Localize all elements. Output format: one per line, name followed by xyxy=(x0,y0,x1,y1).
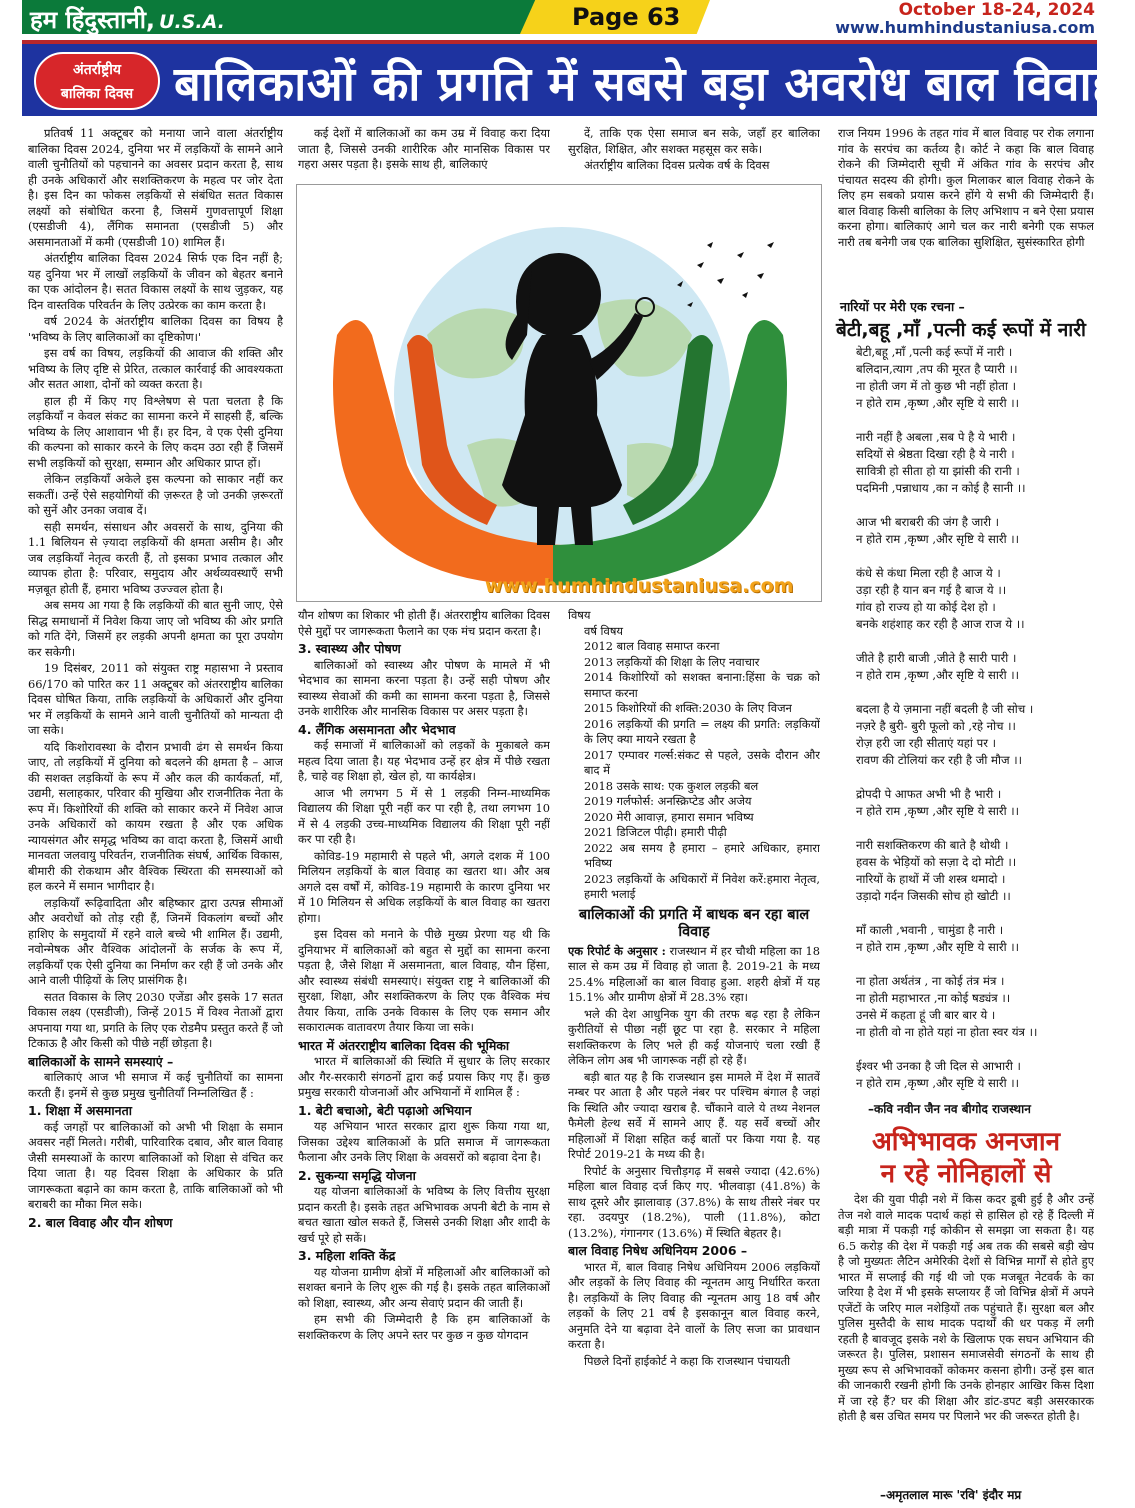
theme-row: 2018 उसके साथ: एक कुशल लड़की बल xyxy=(584,778,759,793)
poem-line: बनके शहंशाह कर रही है आज राज ये ।। xyxy=(856,617,1025,631)
poem-line: रावण की टोलियां कर रही है जी मौज ।। xyxy=(856,753,1023,767)
poem-line: सावित्री हो सीता हो या झांसी की रानी । xyxy=(856,464,1020,478)
poem-line: उनसे में कहता हूं जी बार बार ये । xyxy=(856,1008,996,1022)
poem-line: ईश्वर भी उनका है जी दिल से आभारी । xyxy=(856,1059,1021,1073)
poem-line: पदमिनी ,पन्नाधाय ,का न कोई है सानी ।। xyxy=(856,481,1026,495)
themes-header: वर्ष विषय xyxy=(584,623,624,638)
girl-child-illustration xyxy=(296,184,822,602)
newspaper-name: हम हिंदुस्तानी, U.S.A. xyxy=(30,6,225,34)
poem-line: न होते राम ,कृष्ण ,और सृष्टि ये सारी ।। xyxy=(856,396,1020,410)
poem-line: ना होता अर्थतंत्र , ना कोई तंत्र मंत्र । xyxy=(856,974,1005,988)
poem-author: –कवि नवीन जैन नव बीगोद राजस्थान xyxy=(868,1102,1031,1116)
section-heading: बाल विवाह निषेध अधिनियम 2006 – xyxy=(568,1243,748,1258)
article-column-2-top: कई देशों में बालिकाओं का कम उम्र में विवाह करा दिया जाता है, जिससे उनकी शारीरिक और मानसिक विकास पर गहरा असर पड़ता है। इसके साथ ही, बालिकाएं xyxy=(298,126,550,171)
theme-row: 2016 लड़कियों की प्रगति = लक्ष्य की प्रगति: लड़कियों के लिए क्या मायने रखता है xyxy=(584,716,820,746)
section-heading: 3. महिला शक्ति केंद्र xyxy=(298,1248,396,1263)
poem-stanza xyxy=(856,565,1096,633)
poem-stanza xyxy=(856,922,1096,956)
poem-line: नारियों के हाथों में जी शस्त्र थमादो । xyxy=(856,872,1006,886)
section-heading: भारत में अंतरराष्ट्रीय बालिका दिवस की भूमिका xyxy=(298,1037,510,1053)
poem-line: गांव हो राज्य हो या कोई देश हो । xyxy=(856,600,996,614)
poem-stanza xyxy=(856,786,1096,820)
section-heading: 2. सुकन्या समृद्धि योजना xyxy=(298,1167,416,1183)
section-heading: 2. बाल विवाह और यौन शोषण xyxy=(28,1214,173,1230)
poem-line: बलिदान,त्याग ,तप की मूरत है प्यारी ।। xyxy=(856,362,1018,376)
poem-stanza xyxy=(856,344,1096,412)
poem-line: ना होती महाभारत ,ना कोई षड्यंत्र ।। xyxy=(856,991,1011,1005)
theme-row: 2022 अब समय है हमारा – हमारे अधिकार, हमारा भविष्य xyxy=(584,840,820,870)
poem-line: कंधे से कंधा मिला रही है आज ये । xyxy=(856,566,1001,580)
issue-date: October 18-24, 2024 xyxy=(898,0,1095,20)
poem-line: आज भी बराबरी की जंग है जारी । xyxy=(856,515,1000,529)
illustration-watermark: www.humhindustaniusa.com xyxy=(485,575,794,597)
article2-author: –अमृतलाल मारू 'रवि' इंदौर मप्र xyxy=(880,1488,1022,1502)
article-column-2: यौन शोषण का शिकार भी होती हैं। अंतरराष्ट्रीय बालिका दिवस ऐसे मुद्दों पर जागरूकता फैलाने का एक मंच प्रदान करता है। 3. स्वास्थ्य और पोषण बालिकाओं को स्वास्थ्य और पोषण के मामले में भी भेदभाव का सामना करना पड़ता है। उन्हें सही पोषण और स्वास्थ्य सेवाओं की कमी का सामना करना पड़ता है, जिससे उनके शारीरिक और मानसिक विकास पर असर पड़ता है। 4. लैंगिक असमानता और भेदभाव कई समाजों में बालिकाओं को लड़कों के मुकाबले कम महत्व दिया जाता है। यह भेदभाव उन्हें हर क्षेत्र में पीछे रखता है, चाहे वह शिक्षा हो, खेल हो, या कार्यक्षेत्र। आज भी लगभग 5 में से 1 लड़की निम्न-माध्यमिक विद्यालय की शिक्षा पूरी नहीं कर पा रही है, तथा लगभग 10 में से 4 लड़की उच्च-माध्यमिक विद्यालय की शिक्षा पूरी नहीं कर पा रही है। कोविड-19 महामारी से पहले भी, अगले दशक में 100 मिलियन लड़कियों के बाल विवाह का खतरा था। और अब अगले दस वर्षों में, कोविड-19 महामारी के कारण दुनिया भर में 10 मिलियन से अधिक लड़कियों के बाल विवाह का खतरा होगा। इस दिवस को मनाने के पीछे मुख्य प्रेरणा यह थी कि दुनियाभर में बालिकाओं को बहुत से मुद्दों का सामना करना पड़ता है, जैसे शिक्षा में असमानता, बाल विवाह, यौन हिंसा, और स्वास्थ्य संबंधी समस्याएं। संयुक्त राष्ट्र ने बालिकाओं की सुरक्षा, शिक्षा, और सशक्तिकरण के लिए एक वैश्विक मंच तैयार किया, ताकि उनके विकास के लिए एक समान और सकारात्मक वातावरण तैयार किया जा सके। भारत में अंतरराष्ट्रीय बालिका दिवस की भूमिका भारत में बालिकाओं की स्थिति में सुधार के लिए सरकार और गैर-सरकारी संगठनों द्वारा कई प्रयास किए गए हैं। कुछ प्रमुख सरकारी योजनाओं और अभियानों में शामिल हैं : 1. बेटी बचाओ, बेटी पढ़ाओ अभियान यह अभियान भारत सरकार द्वारा शुरू किया गया था, जिसका उद्देश्य बालिकाओं के प्रति समाज में जागरूकता फैलाना और उनके लिए शिक्षा के अवसरों को बढ़ावा देना है। 2. सुकन्या समृद्धि योजना यह योजना बालिकाओं के भविष्य के लिए वित्तीय सुरक्षा प्रदान करती है। इसके तहत अभिभावक अपनी बेटी के नाम से बचत खाता खोल सकते हैं, जिससे उनकी शिक्षा और शादी के खर्च पूरे हो सकें। 3. महिला शक्ति केंद्र यह योजना ग्रामीण क्षेत्रों में महिलाओं और बालिकाओं को सशक्त बनाने के लिए शुरू की गई है। इसके तहत बालिकाओं को शिक्षा, स्वास्थ्य, और अन्य सेवाएं प्रदान की जाती हैं। हम सभी की जिम्मेदारी है कि हम बालिकाओं के सशक्तिकरण के लिए अपने स्तर पर कुछ न कुछ योगदान xyxy=(298,608,550,1342)
section-heading: 3. स्वास्थ्य और पोषण xyxy=(298,641,401,656)
poem-line: ना होती जग में तो कुछ भी नहीं होता । xyxy=(856,379,1016,393)
poem-line: न होते राम ,कृष्ण ,और सृष्टि ये सारी ।। xyxy=(856,1076,1020,1090)
poem-stanza xyxy=(856,650,1096,684)
article2-body: देश की युवा पीढ़ी नशे में किस कदर डूबी हुई है और उन्हें तेज नशे वाले मादक पदार्थ कहां से हासिल हो रहे हैं दिल्ली में बड़ी मात्रा में पकड़ी गई कोकीन से समझा जा सकता है। यह 6.5 करोड़ की देश में पकड़ी गई अब तक की सबसे बड़ी खेप है जो मुख्यतः लैटिन अमेरिकी देशों से विभिन्न मार्गों से होते हुए भारत में सप्लाई की गई थी जो एक मजबूत नेटवर्क के का जरिया है देश में भी इसके सप्लायर हैं जो विभिन्न क्षेत्रों में अपने एजेंटों के जरिए माल नशेड़ियों तक पहुंचाते हैं। सुरक्षा बल और पुलिस मुस्तैदी के साथ मादक पदार्थों की धर पकड़ में लगी रहती है बावजूद इसके नशे के खिलाफ एक सघन अभियान की जरूरत है। पुलिस, प्रशासन समाजसेवी संगठनों के साथ ही मुख्य रूप से अभिभावकों कोकमर कसना होगी। उन्हें इस बात की जानकारी रखनी होगी कि उनके होनहार आखिर किस दिशा में जा रहे हैं? घर की शिक्षा और डांट-डपट बड़ी असरकारक होती है बस उचित समय पर पिलाने भर की जरूरत होती है। xyxy=(838,1192,1094,1423)
poem-line: उड़ा रही है यान बन गई है बाज ये ।। xyxy=(856,583,1007,597)
poem-stanza xyxy=(856,973,1096,1041)
section-heading: 1. बेटी बचाओ, बेटी पढ़ाओ अभियान xyxy=(298,1102,472,1118)
poem-body xyxy=(856,344,1096,1109)
poem-line: न होते राम ,कृष्ण ,और सृष्टि ये सारी ।। xyxy=(856,532,1020,546)
poem-line: बेटी,बहू ,माँ ,पत्नी कई रूपों में नारी । xyxy=(856,345,1013,359)
page-number: Page 63 xyxy=(572,3,681,31)
poem-line: बदला है ये ज़माना नहीं बदली है जी सोच । xyxy=(856,702,1034,716)
article-column-3-top: दें, ताकि एक ऐसा समाज बन सके, जहाँ हर बालिका सुरक्षित, शिक्षित, और सशक्त महसूस कर सके। अंतर्राष्ट्रीय बालिका दिवस प्रत्येक वर्ष के दिवस xyxy=(568,126,820,172)
poem-line: सदियों से श्रेष्ठता दिखा रही है ये नारी । xyxy=(856,447,1015,461)
website-link[interactable]: www.humhindustaniusa.com xyxy=(835,18,1095,37)
theme-row: 2013 लड़कियों की शिक्षा के लिए नवाचार xyxy=(584,654,760,669)
poem-line: नारी सशक्तिकरण की बाते है थोथी । xyxy=(856,838,1009,852)
poem-intro: नारियों पर मेरी एक रचना – xyxy=(840,299,965,314)
article-column-4: राज नियम 1996 के तहत गांव में बाल विवाह पर रोक लगाना गांव के सरपंच का कर्तव्य है। कोर्ट ने कहा कि बाल विवाह रोकने की जिम्मेदारी सूची में अंकित गांव के सरपंच और पंचायत सदस्य की होगी। कुल मिलाकर बाल विवाह रोकने के लिए हम सबको प्रयास करने होंगे ये सभी की जिम्मेदारी हैं। बाल विवाह किसी बालिका के लिए अभिशाप न बने ऐसा प्रयास करना होगा। बालिकाएं आगे चल कर नारी बनेगी एक सफल नारी तब बनेगी जब एक बालिका सुशिक्षित, सुसंस्कारित होगी xyxy=(838,126,1094,249)
theme-row: 2023 लड़कियों के अधिकारों में निवेश करें:हमारा नेतृत्व, हमारी भलाई xyxy=(584,871,820,901)
poem-line: न होते राम ,कृष्ण ,और सृष्टि ये सारी ।। xyxy=(856,668,1020,682)
themes-label: विषय xyxy=(568,608,591,622)
sub-headline: बालिकाओं की प्रगति में बाधक बन रहा बाल विवाह xyxy=(578,906,810,940)
poem-stanza xyxy=(856,837,1096,905)
hands-globe-girl-icon xyxy=(297,185,822,602)
section-heading: बालिकाओं के सामने समस्याएं – xyxy=(28,1053,174,1069)
section-heading: 4. लैंगिक असमानता और भेदभाव xyxy=(298,721,456,737)
theme-row: 2021 डिजिटल पीढ़ी। हमारी पीढ़ी xyxy=(584,825,727,839)
poem-line: हवस के भेड़ियों को सज़ा दे दो मोटी ।। xyxy=(856,855,1017,869)
poem-stanza xyxy=(856,1058,1096,1092)
theme-row: 2015 किशोरियों की शक्ति:2030 के लिए विजन xyxy=(584,701,792,715)
poem-line: रोज़ हरी जा रही सीताएं यहां पर । xyxy=(856,736,997,750)
article-column-3: विषय वर्ष विषय 2012 बाल विवाह समाप्त करना 2013 लड़कियों की शिक्षा के लिए नवाचार 2014 किशोरियों को सशक्त बनाना:हिंसा के चक्र को समाप्त करना 2015 किशोरियों की शक्ति:2030 के लिए विजन 2016 लड़कियों की प्रगति = लक्ष्य की प्रगति: लड़कियों के लिए क्या मायने रखता है 2017 एम्पावर गर्ल्स:संकट से पहले, उसके दौरान और बाद में 2018 उसके साथ: एक कुशल लड़की बल 2019 गर्लफोर्स: अनस्क्रिप्टेड और अजेय 2020 मेरी आवाज़, हमारा समान भविष्य 2021 डिजिटल पीढ़ी। हमारी पीढ़ी 2022 अब समय है हमारा – हमारे अधिकार, हमारा भविष्य 2023 लड़कियों के अधिकारों में निवेश करें:हमारा नेतृत्व, हमारी भलाई बालिकाओं की प्रगति में बाधक बन रहा बाल विवाह एक रिपोर्ट के अनुसार : राजस्थान में हर चौथी महिला का 18 साल से कम उम्र में विवाह हो जाता है. 2019-21 के मध्य 25.4% महिलाओं का बाल विवाह हुआ. शहरी क्षेत्रों में यह 15.1% और ग्रामीण क्षेत्रों में 28.3% रहा। भले की देश आधुनिक युग की तरफ बढ़ रहा है लेकिन कुरीतियों से पीछा नहीं छूट पा रहा है. सरकार ने महिला सशक्तिकरण के लिए भले ही कई योजनाएं चला रखी हैं लेकिन लोग अब भी जागरूक नहीं हो रहे हैं। बड़ी बात यह है कि राजस्थान इस मामले में देश में सातवें नम्बर पर आता है और पहले नंबर पर पश्चिम बंगाल है जहां कि स्थिति और ज्यादा खराब है. चौंकाने वाले ये तथ्य नेशनल फैमेली हेल्थ सर्वे में सामने आए हैं. यह सर्वे बच्चों और महिलाओं में शिक्षा सहित कई बातों पर किया गया है. यह रिपोर्ट 2019-21 के मध्य की है। रिपोर्ट के अनुसार चित्तौड़गढ़ में सबसे ज्यादा (42.6%) महिला बाल विवाह दर्ज किए गए. भीलवाड़ा (41.8%) के साथ दूसरे और झालावाड़ (37.8%) के साथ तीसरे नंबर पर रहा. उदयपुर (18.2%), पाली (11.8%), कोटा (13.2%), गंगानगर (13.6%) में स्थिति बेहतर है। बाल विवाह निषेध अधिनियम 2006 – भारत में, बाल विवाह निषेध अधिनियम 2006 लड़कियों और लड़कों के लिए विवाह की न्यूनतम आयु निर्धारित करता है। लड़कियों के लिए विवाह की न्यूनतम आयु 18 वर्ष और लड़कों के लिए 21 वर्ष है इसकानून बाल विवाह करने, अनुमति देने या बढ़ावा देने वालों के लिए सजा का प्रावधान करता है। पिछले दिनों हाईकोर्ट ने कहा कि राजस्थान पंचायती xyxy=(568,608,820,1368)
theme-row: 2017 एम्पावर गर्ल्स:संकट से पहले, उसके दौरान और बाद में xyxy=(584,747,820,777)
poem-line: नज़रे है बुरी- बुरी फूलो को ,रहे नोच ।। xyxy=(856,719,1016,733)
page-header xyxy=(0,0,1135,40)
poem-line: न होते राम ,कृष्ण ,और सृष्टि ये सारी ।। xyxy=(856,804,1020,818)
poem-title: बेटी,बहू ,माँ ,पत्नी कई रूपों में नारी xyxy=(836,319,1086,341)
poem-line: द्रोपदी पे आफत अभी भी है भारी । xyxy=(856,787,1002,801)
theme-row: 2020 मेरी आवाज़, हमारा समान भविष्य xyxy=(584,809,754,824)
poem-stanza xyxy=(856,429,1096,497)
event-badge: अंतर्राष्ट्रीय बालिका दिवस xyxy=(34,52,160,110)
poem-line: ना होती वो ना होते यहां ना होता स्वर यंत्र ।। xyxy=(856,1025,1038,1039)
poem-stanza xyxy=(856,701,1096,769)
theme-row: 2012 बाल विवाह समाप्त करना xyxy=(584,639,720,653)
poem-line: जीते है हारी बाजी ,जीते है सारी पारी । xyxy=(856,651,1017,665)
section-heading: 1. शिक्षा में असमानता xyxy=(28,1103,132,1118)
article-column-1: प्रतिवर्ष 11 अक्टूबर को मनाया जाने वाला अंतर्राष्ट्रीय बालिका दिवस 2024, दुनिया भर में लड़कियों के सामने आने वाली चुनौतियों को पहचानने का अवसर प्रदान करता है, साथ ही उनके अधिकारों और सशक्तिकरण के महत्व पर जोर देता है। इस दिन का फोकस लड़कियों से संबंधित सतत विकास लक्ष्यों को संबोधित करना है, जिसमें गुणवत्तापूर्ण शिक्षा (एसडीजी 4), लैंगिक समानता (एसडीजी 5) और असमानताओं में कमी (एसडीजी 10) शामिल हैं। अंतर्राष्ट्रीय बालिका दिवस 2024 सिर्फ एक दिन नहीं है; यह दुनिया भर में लाखों लड़कियों के जीवन को बेहतर बनाने का एक आंदोलन है। सतत विकास लक्ष्यों के साथ जुड़कर, यह दिन वास्तविक परिवर्तन के लिए उत्प्रेरक का काम करता है। वर्ष 2024 के अंतर्राष्ट्रीय बालिका दिवस का विषय है 'भविष्य के लिए बालिकाओं का दृष्टिकोण।' इस वर्ष का विषय, लड़कियों की आवाज की शक्ति और भविष्य के लिए दृष्टि से प्रेरित, तत्काल कार्रवाई की आवश्यकता और सतत आशा, दोनों को व्यक्त करता है। हाल ही में किए गए विश्लेषण से पता चलता है कि लड़कियाँ न केवल संकट का सामना करने में साहसी हैं, बल्कि भविष्य के लिए आशावान भी हैं। हर दिन, वे एक ऐसी दुनिया की कल्पना को साकार करने के लिए कदम उठा रही हैं जिसमें सभी लड़कियों को सुरक्षा, सम्मान और अधिकार प्राप्त हों। लेकिन लड़कियाँ अकेले इस कल्पना को साकार नहीं कर सकतीं। उन्हें ऐसे सहयोगियों की ज़रूरत है जो उनकी ज़रूरतों को सुनें और उनका जवाब दें। सही समर्थन, संसाधन और अवसरों के साथ, दुनिया की 1.1 बिलियन से ज़्यादा लड़कियों की क्षमता असीम है। और जब लड़कियाँ नेतृत्व करती हैं, तो इसका प्रभाव तत्काल और व्यापक होता है: परिवार, समुदाय और अर्थव्यवस्थाएँ सभी मज़बूत होती हैं, हमारा भविष्य उज्ज्वल होता है। अब समय आ गया है कि लड़कियों की बात सुनी जाए, ऐसे सिद्ध समाधानों में निवेश किया जाए जो भविष्य की ओर प्रगति को गति देंगे, जिसमें हर लड़की अपनी क्षमता का पूरा उपयोग कर सकेगी। 19 दिसंबर, 2011 को संयुक्त राष्ट्र महासभा ने प्रस्ताव 66/170 को पारित कर 11 अक्टूबर को अंतरराष्ट्रीय बालिका दिवस घोषित किया, ताकि लड़कियों के अधिकारों और दुनिया भर में लड़कियों के सामने आने वाली चुनौतियों को मान्यता दी जा सके। यदि किशोरावस्था के दौरान प्रभावी ढंग से समर्थन किया जाए, तो लड़कियों में दुनिया को बदलने की क्षमता है – आज की सशक्त लड़कियों के रूप में और कल की कार्यकर्ता, माँ, उद्यमी, सलाहकार, परिवार की मुखिया और राजनीतिक नेता के रूप में। किशोरियों की शक्ति को साकार करने में निवेश आज उनके अधिकारों को कायम रखता है और एक अधिक न्यायसंगत और समृद्ध भविष्य का वादा करता है, जिसमें आधी मानवता जलवायु परिवर्तन, राजनीतिक संघर्ष, आर्थिक विकास, बीमारी की रोकथाम और वैश्विक स्थिरता की समस्याओं को हल करने में समान भागीदार है। लड़कियाँ रूढ़िवादिता और बहिष्कार द्वारा उत्पन्न सीमाओं और अवरोधों को तोड़ रही हैं, जिनमें विकलांग बच्चों और हाशिए के समुदायों में रहने वाले बच्चे भी शामिल हैं। उद्यमी, नवोन्मेषक और वैश्विक आंदोलनों के सर्जक के रूप में, लड़कियाँ एक ऐसी दुनिया का निर्माण कर रही हैं जो उनके और आने वाली पीढ़ियों के लिए प्रासंगिक है। सतत विकास के लिए 2030 एजेंडा और इसके 17 सतत विकास लक्ष्य (एसडीजी), जिन्हें 2015 में विश्व नेताओं द्वारा अपनाया गया था, प्रगति के लिए एक रोडमैप प्रस्तुत करते हैं जो टिकाऊ है और किसी को पीछे नहीं छोड़ता है। बालिकाओं के सामने समस्याएं – बालिकाएं आज भी समाज में कई चुनौतियों का सामना करती हैं। इनमें से कुछ प्रमुख चुनौतियाँ निम्नलिखित हैं : 1. शिक्षा में असमानता कई जगहों पर बालिकाओं को अभी भी शिक्षा के समान अवसर नहीं मिलते। गरीबी, पारिवारिक दबाव, और बाल विवाह जैसी समस्याओं के कारण बालिकाओं को शिक्षा से वंचित कर दिया जाता है। यह दिवस शिक्षा के अधिकार के प्रति जागरूकता बढ़ाने का काम करता है, ताकि बालिकाओं को भी बराबरी का मौका मिल सके। 2. बाल विवाह और यौन शोषण xyxy=(28,126,283,1230)
main-headline: बालिकाओं की प्रगति में सबसे बड़ा अवरोध बाल विवाह xyxy=(174,57,1118,112)
poem-line: न होते राम ,कृष्ण ,और सृष्टि ये सारी ।। xyxy=(856,940,1020,954)
headline-banner xyxy=(22,40,1118,116)
article2-headline: अभिभावक अनजान न रहे नोनिहालों से xyxy=(871,1127,1061,1189)
poem-stanza xyxy=(856,514,1096,548)
poem-line: नारी नहीं है अबला ,सब पे है ये भारी । xyxy=(856,430,1016,444)
poem-line: माँ काली ,भवानी , चामुंडा है नारी । xyxy=(856,923,1004,937)
theme-row: 2014 किशोरियों को सशक्त बनाना:हिंसा के चक्र को समाप्त करना xyxy=(584,670,820,700)
theme-row: 2019 गर्लफोर्स: अनस्क्रिप्टेड और अजेय xyxy=(584,794,752,808)
poem-line: उड़ादो गर्दन जिसकी सोच हो खोटी ।। xyxy=(856,889,1011,903)
report-label: एक रिपोर्ट के अनुसार : xyxy=(568,943,666,958)
